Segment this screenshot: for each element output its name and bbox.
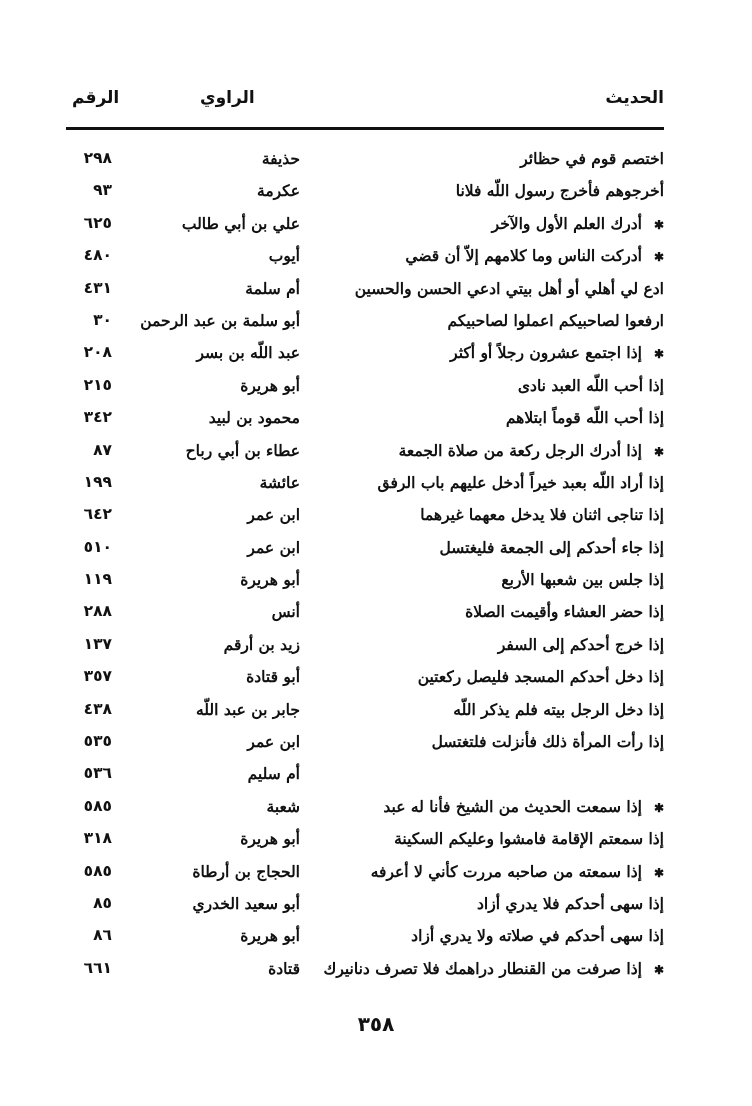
- column-header-number: الرقم: [72, 88, 120, 108]
- table-row: [0, 566, 752, 598]
- hadith-text: [371, 862, 664, 881]
- table-row: [0, 339, 752, 371]
- star-marker-icon: ✱: [653, 865, 664, 880]
- page-number: ٣٥٨: [357, 1012, 395, 1036]
- hadith-text-content: إذا جاء أحدكم إلى الجمعة فليغتسل: [439, 537, 664, 557]
- hadith-number: ٥٨٥: [83, 796, 112, 815]
- narrator-name: ابن عمر: [247, 537, 300, 557]
- hadith-text: [456, 181, 664, 200]
- table-row: [0, 145, 752, 177]
- narrator-name: أبو هريرة: [240, 829, 300, 849]
- table-row: [0, 890, 752, 922]
- hadith-text-content: إذا سمعت الحديث من الشيخ فأنا له عبد: [383, 796, 642, 816]
- narrator-name: أم سليم: [247, 764, 300, 784]
- hadith-text: [498, 635, 664, 654]
- hadith-number: ٩٣: [93, 181, 112, 200]
- hadith-number: ٢٩٨: [83, 149, 112, 167]
- hadith-text: [394, 829, 664, 848]
- hadith-number: ٣١٨: [83, 829, 112, 848]
- table-row: [0, 858, 752, 890]
- table-row: [0, 404, 752, 436]
- star-marker-icon: ✱: [653, 250, 664, 265]
- hadith-number: ٦٢٥: [83, 213, 112, 232]
- hadith-text-content: إذا أراد اللّه بعبد خيراً أدخل عليهم باب الرفق: [377, 472, 664, 492]
- narrator-name: أبو هريرة: [240, 926, 300, 946]
- hadith-number: ٤٣١: [83, 278, 112, 297]
- narrator-name: عائشة: [259, 472, 300, 492]
- hadith-text: [447, 311, 664, 330]
- hadith-number: ٢٠٨: [83, 343, 112, 362]
- table-header: [0, 88, 752, 118]
- hadith-text: [432, 732, 664, 751]
- hadith-text: [492, 214, 664, 233]
- hadith-number: ٢٨٨: [83, 602, 112, 621]
- table-row: [0, 696, 752, 728]
- hadith-text: [520, 149, 664, 168]
- narrator-name: الحجاج بن أرطاة: [192, 861, 300, 881]
- hadith-text: [501, 570, 664, 589]
- narrator-name: أبو قتادة: [246, 667, 300, 687]
- hadith-text: [383, 797, 664, 816]
- table-row: [0, 922, 752, 954]
- hadith-number: ١١٩: [83, 570, 112, 589]
- table-row: [0, 501, 752, 533]
- star-marker-icon: ✱: [653, 347, 664, 362]
- narrator-name: شعبة: [266, 796, 300, 816]
- narrator-name: حذيفة: [261, 149, 300, 168]
- hadith-index-table: [0, 145, 752, 987]
- hadith-text: [465, 602, 664, 621]
- table-row: [0, 242, 752, 274]
- hadith-text: [405, 246, 664, 265]
- narrator-name: أبو هريرة: [240, 570, 300, 590]
- hadith-text: [418, 667, 664, 686]
- hadith-text-content: إذا صرفت من القنطار دراهمك فلا تصرف دنانيرك: [323, 958, 642, 978]
- narrator-name: عكرمة: [257, 181, 300, 201]
- hadith-text-content: إذا سهى أحدكم فلا يدري أزاد: [477, 893, 664, 913]
- hadith-number: ٣٠: [93, 310, 112, 329]
- hadith-text-content: إذا سمعته من صاحبه مررت كأني لا أعرفه: [370, 861, 642, 881]
- hadith-text: [453, 700, 664, 719]
- hadith-text: [355, 279, 664, 298]
- narrator-name: علي بن أبي طالب: [181, 213, 300, 233]
- table-row: [0, 307, 752, 339]
- narrator-name: أم سلمة: [245, 278, 300, 298]
- hadith-number: ٨٦: [93, 926, 112, 945]
- hadith-text: [399, 441, 664, 460]
- hadith-text-content: اختصم قوم في حظائر: [520, 149, 664, 168]
- narrator-name: أبو سعيد الخدري: [192, 893, 300, 913]
- hadith-number: ٥١٠: [83, 537, 112, 556]
- narrator-name: زيد بن أرقم: [223, 634, 300, 654]
- narrator-name: محمود بن لبيد: [208, 408, 300, 428]
- table-row: [0, 663, 752, 695]
- star-marker-icon: ✱: [653, 962, 664, 977]
- hadith-text-content: إذا جلس بين شعبها الأربع: [501, 570, 664, 590]
- table-row: [0, 372, 752, 404]
- hadith-number: ١٣٧: [83, 634, 112, 653]
- star-marker-icon: ✱: [653, 444, 664, 459]
- hadith-text-content: إذا رأت المرأة ذلك فأنزلت فلتغتسل: [431, 732, 664, 752]
- hadith-text-content: أخرجوهم فأخرج رسول اللّه فلانا: [455, 181, 664, 201]
- hadith-text-content: إذا تناجى اثنان فلا يدخل معهما غيرهما: [420, 505, 664, 525]
- hadith-text: [450, 343, 664, 362]
- star-marker-icon: ✱: [653, 217, 664, 232]
- narrator-name: أنس: [271, 602, 300, 622]
- hadith-text-content: إذا دخل أحدكم المسجد فليصل ركعتين: [417, 667, 664, 687]
- hadith-number: ٢١٥: [83, 375, 112, 394]
- hadith-text-content: أدرك العلم الأول والآخر: [491, 213, 642, 233]
- hadith-text-content: إذا سهى أحدكم في صلاته ولا يدري أزاد: [411, 926, 664, 946]
- table-row: [0, 177, 752, 209]
- table-row: [0, 275, 752, 307]
- narrator-name: جابر بن عبد اللّه: [195, 699, 300, 719]
- table-row: [0, 534, 752, 566]
- hadith-text-content: إذا خرج أحدكم إلى السفر: [497, 634, 664, 654]
- hadith-text: [477, 894, 664, 913]
- star-marker-icon: ✱: [653, 800, 664, 815]
- hadith-text: [324, 959, 664, 978]
- narrator-name: عطاء بن أبي رباح: [185, 440, 300, 460]
- table-row: [0, 793, 752, 825]
- hadith-text: [518, 376, 664, 395]
- narrator-name: عبد اللّه بن بسر: [196, 343, 300, 363]
- narrator-name: أبو سلمة بن عبد الرحمن: [140, 310, 300, 330]
- hadith-text: [506, 408, 664, 427]
- hadith-number: ٨٥: [93, 893, 112, 912]
- narrator-name: أيوب: [268, 246, 300, 266]
- hadith-number: ٦٤٢: [83, 505, 112, 524]
- hadith-text: [411, 926, 664, 945]
- hadith-text-content: إذا سمعتم الإقامة فامشوا وعليكم السكينة: [394, 829, 664, 849]
- hadith-text-content: إذا دخل الرجل بيته فلم يذكر اللّه: [453, 699, 664, 719]
- hadith-text: [378, 473, 664, 492]
- hadith-text-content: إذا حضر العشاء وأقيمت الصلاة: [465, 602, 664, 622]
- hadith-number: ٥٣٥: [83, 732, 112, 751]
- hadith-text-content: إذا أحب اللّه قوماً ابتلاهم: [505, 408, 664, 428]
- column-header-hadith: الحديث: [605, 88, 664, 108]
- hadith-text-content: إذا أحب اللّه العبد نادى: [517, 375, 664, 395]
- table-row: [0, 760, 752, 792]
- narrator-name: ابن عمر: [247, 505, 300, 525]
- table-row: [0, 437, 752, 469]
- hadith-number: ٣٥٧: [83, 667, 112, 686]
- hadith-text-content: ارفعوا لصاحبيكم اعملوا لصاحبيكم: [447, 310, 664, 330]
- hadith-text-content: إذا أدرك الرجل ركعة من صلاة الجمعة: [398, 440, 642, 460]
- hadith-text: [420, 505, 664, 524]
- column-header-narrator: الراوي: [200, 88, 255, 108]
- hadith-number: ٨٧: [93, 440, 112, 459]
- table-row: [0, 955, 752, 987]
- table-row: [0, 631, 752, 663]
- hadith-text: [440, 538, 664, 557]
- header-divider: [66, 127, 664, 130]
- table-row: [0, 728, 752, 760]
- table-row: [0, 469, 752, 501]
- hadith-number: ٣٤٢: [83, 408, 112, 427]
- hadith-number: ٦٦١: [83, 958, 112, 977]
- narrator-name: قتادة: [268, 958, 300, 978]
- hadith-number: ٥٨٥: [83, 861, 112, 880]
- hadith-text-content: ادع لي أهلي أو أهل بيتي ادعي الحسن والحسين: [354, 278, 664, 298]
- hadith-number: ٤٣٨: [83, 699, 112, 718]
- table-row: [0, 825, 752, 857]
- narrator-name: أبو هريرة: [240, 375, 300, 395]
- table-row: [0, 210, 752, 242]
- hadith-number: ١٩٩: [83, 472, 112, 491]
- hadith-number: ٤٨٠: [83, 246, 112, 265]
- hadith-number: ٥٣٦: [83, 764, 112, 783]
- hadith-text-content: إذا اجتمع عشرون رجلاً أو أكثر: [450, 343, 642, 363]
- narrator-name: ابن عمر: [247, 732, 300, 752]
- hadith-text-content: أدركت الناس وما كلامهم إلاّ أن قضي: [405, 246, 642, 266]
- table-row: [0, 598, 752, 630]
